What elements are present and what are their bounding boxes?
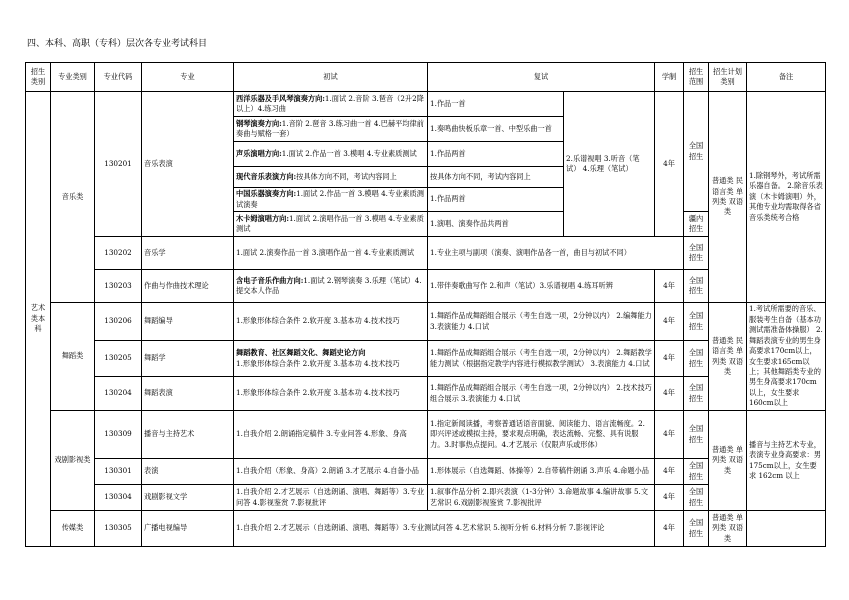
first-exam-cell: 1.自我介绍（形象、身高）2.朗诵 3.才艺展示 4.自备小品 bbox=[234, 459, 428, 485]
schooling-cell: 4年 bbox=[655, 377, 684, 411]
direction-label: 中国乐器演奏方向: bbox=[236, 189, 297, 199]
major-cell: 音乐表演 bbox=[142, 92, 234, 237]
re-exam-cell: 1.舞蹈作品成舞蹈组合展示（考生自选一项，2分钟以内） 2.舞蹈教学能力测试（根据指定教学内容进行模拟教学测试） 3.表演能力 4.口试 bbox=[428, 341, 655, 377]
re-exam-cell: 1.奏鸣曲快板乐章一首、中型乐曲一首 bbox=[428, 117, 564, 142]
table-row bbox=[26, 377, 826, 411]
exam-subjects-table bbox=[25, 62, 826, 547]
direction-label: 含电子音乐作曲方向: bbox=[236, 275, 304, 285]
code-cell: 130201 bbox=[95, 92, 142, 237]
schooling-cell: 4年 bbox=[655, 92, 684, 237]
scope-cell: 全国招生 bbox=[684, 511, 709, 547]
first-exam-cell: 1.自我介绍 2.才艺展示（自选朗诵、演唱、舞蹈等）3.专业问答 4.影视鉴赏 7.影视批评 bbox=[234, 485, 428, 511]
scope-cell: 全国招生 bbox=[684, 341, 709, 377]
major-cell: 作曲与作曲技术理论 bbox=[142, 270, 234, 303]
schooling-cell: 4年 bbox=[655, 270, 684, 303]
col-header-group: 专业类别 bbox=[51, 63, 95, 92]
first-exam-text: 1.面试 2.音阶 3.琶音（2升2降以上）4.练习曲 bbox=[236, 93, 424, 113]
category-cell: 艺术类本科 bbox=[26, 92, 51, 547]
table-row bbox=[26, 459, 826, 485]
col-header-scope: 招生范围 bbox=[684, 63, 709, 92]
first-exam-text: 1.面试 2.钢琴演奏 3.乐理（笔试）4.提交本人作品 bbox=[236, 275, 422, 295]
note-cell: 1.除钢琴外，考试所需乐器自备。 2.除音乐表演（木卡姆演唱）外，其他专业均需取得各省音乐类统考合格 bbox=[747, 92, 826, 303]
major-cell: 音乐学 bbox=[142, 237, 234, 270]
code-cell: 130202 bbox=[95, 237, 142, 270]
first-exam-cell bbox=[234, 142, 428, 167]
table-row bbox=[26, 303, 826, 341]
schooling-cell: 4年 bbox=[655, 341, 684, 377]
first-exam-cell: 1.面试 2.演奏作品一首 3.演唱作品一首 4.专业素质测试 bbox=[234, 237, 428, 270]
table-row bbox=[26, 341, 826, 377]
re-exam-cell: 1.专业主项与副项（演奏、演唱作品各一首，曲目与初试不同） bbox=[428, 237, 684, 270]
re-exam-cell: 1.作品一首 bbox=[428, 92, 564, 117]
scope-cell: 全国招生 bbox=[684, 377, 709, 411]
first-exam-cell bbox=[234, 341, 428, 377]
table-row bbox=[26, 411, 826, 459]
major-cell: 戏剧影视文学 bbox=[142, 485, 234, 511]
direction-label: 西洋乐器及手风琴演奏方向: bbox=[236, 93, 325, 103]
scope-cell: 疆内招生 bbox=[684, 212, 709, 237]
major-cell: 舞蹈学 bbox=[142, 341, 234, 377]
code-cell: 130204 bbox=[95, 377, 142, 411]
major-cell: 表演 bbox=[142, 459, 234, 485]
header-row bbox=[26, 63, 826, 92]
schooling-cell: 4年 bbox=[655, 303, 684, 341]
direction-label: 声乐演唱方向: bbox=[236, 148, 282, 158]
first-exam-cell bbox=[234, 188, 428, 212]
scope-cell: 全国招生 bbox=[684, 411, 709, 459]
code-cell: 130309 bbox=[95, 411, 142, 459]
scope-cell: 全国招生 bbox=[684, 459, 709, 485]
scope-cell: 全国招生 bbox=[684, 92, 709, 212]
group-cell-media: 传媒类 bbox=[51, 511, 95, 547]
re-exam-cell: 1.带伴奏歌曲写作 2.和声（笔试）3.乐谱视唱 4.练耳听辨 bbox=[428, 270, 655, 303]
major-cell: 播音与主持艺术 bbox=[142, 411, 234, 459]
major-cell: 舞蹈表演 bbox=[142, 377, 234, 411]
note-cell bbox=[747, 511, 826, 547]
note-cell: 1.考试所需要的音乐、服装考生自备（基本功测试需准备体操服） 2.舞蹈表演专业的男生身高要求170cm以上，女生要求165cm以上；其他舞蹈类专业的男生身高要求170cm以上，女生要求160cm以上 bbox=[747, 303, 826, 411]
code-cell: 130304 bbox=[95, 485, 142, 511]
scope-cell: 全国招生 bbox=[684, 237, 709, 270]
scope-cell: 全国招生 bbox=[684, 270, 709, 303]
col-header-schooling: 学制 bbox=[655, 63, 684, 92]
note-cell: 播音与主持艺术专业，表演专业身高要求：男 175cm以上，女生要求 162cm 以上 bbox=[747, 411, 826, 511]
code-cell: 130205 bbox=[95, 341, 142, 377]
plan-cell: 普通类 单列类 双语类 bbox=[709, 511, 747, 547]
page-heading: 四、本科、高职（专科）层次各专业考试科目 bbox=[27, 39, 208, 49]
first-exam-text: 1.面试 2.作品一首 3.模唱 4.专业素质测试 bbox=[281, 148, 417, 158]
col-header-re-exam: 复试 bbox=[428, 63, 655, 92]
direction-label: 现代音乐表演方向: bbox=[236, 171, 297, 181]
major-cell: 舞蹈编导 bbox=[142, 303, 234, 341]
first-exam-text: 1.面试 2.作品一首 3.模唱 4.专业素质测试演奏 bbox=[236, 189, 424, 209]
schooling-cell: 4年 bbox=[655, 511, 684, 547]
plan-cell: 普通类 单列类 双语类 bbox=[709, 411, 747, 511]
schooling-cell: 4年 bbox=[655, 485, 684, 511]
col-header-category: 招生类别 bbox=[26, 63, 51, 92]
group-cell-drama: 戏剧影视类 bbox=[51, 411, 95, 511]
direction-label: 木卡姆演唱方向: bbox=[236, 213, 289, 223]
re-exam-cell: 1.舞蹈作品成舞蹈组合展示（考生自选一项，2分钟以内） 2.技术技巧组合展示 3.表演能力 4.口试 bbox=[428, 377, 655, 411]
first-exam-text: 1.面试 2.演唱作品一首 3.模唱 4.专业素质测试 bbox=[236, 213, 424, 233]
group-cell-music: 音乐类 bbox=[51, 92, 95, 303]
col-header-plan: 招生计划类别 bbox=[709, 63, 747, 92]
table-row bbox=[26, 92, 826, 117]
plan-cell: 普通类 民语言类 单列类 双语类 bbox=[709, 92, 747, 303]
first-exam-cell: 1.自我介绍 2.才艺展示（自选朗诵、演唱、舞蹈等）3.专业测试问答 4.艺术常识 5.视听分析 6.材料分析 7.影视评论 bbox=[234, 511, 655, 547]
first-exam-text: 1.音阶 2.琶音 3.练习曲一首 4.巴赫平均律前奏曲与赋格一套） bbox=[236, 118, 424, 138]
direction-label: 舞蹈教育、社区舞蹈文化、舞蹈史论方向 bbox=[236, 348, 366, 358]
re-exam-cell: 1.指定新闻读播，考察普通话语音面貌、阅读能力、语言流畅度。2.即兴评述或模拟主持，要求观点明确，表达流畅、完整、具有说服力。3.时事热点提问。4.才艺展示（仅限声乐或形体） bbox=[428, 411, 655, 459]
code-cell: 130206 bbox=[95, 303, 142, 341]
first-exam-text: 按具体方向不同，考试内容同上 bbox=[296, 171, 397, 181]
table-row bbox=[26, 511, 826, 547]
code-cell: 130305 bbox=[95, 511, 142, 547]
first-exam-cell: 1.形象形体综合条件 2.软开度 3.基本功 4.技术技巧 bbox=[234, 303, 428, 341]
re-exam-cell: 1.形体展示（自选舞蹈、体操等）2.自带稿件朗诵 3.声乐 4.命题小品 bbox=[428, 459, 655, 485]
first-exam-cell bbox=[234, 270, 428, 303]
re-exam-cell: 1.叙事作品分析 2.即兴表演（1-3分钟）3.命题故事 4.编讲故事 5.文艺常识 6.戏剧影视鉴赏 7.影视批评 bbox=[428, 485, 655, 511]
first-exam-cell: 1.形象形体综合条件 2.软开度 3.基本功 4.技术技巧 bbox=[234, 377, 428, 411]
re-exam-common-cell: 2.乐谱视唱 3.听音（笔试） 4.乐理（笔试） bbox=[564, 92, 655, 237]
col-header-major: 专业 bbox=[142, 63, 234, 92]
plan-cell: 普通类 民语言类 单列类 双语类 bbox=[709, 303, 747, 411]
first-exam-cell bbox=[234, 167, 428, 188]
code-cell: 130301 bbox=[95, 459, 142, 485]
major-cell: 广播电视编导 bbox=[142, 511, 234, 547]
first-exam-cell bbox=[234, 117, 428, 142]
group-cell-dance: 舞蹈类 bbox=[51, 303, 95, 411]
first-exam-cell: 1.自我介绍 2.朗诵指定稿件 3.专业问答 4.形象、身高 bbox=[234, 411, 428, 459]
table-row bbox=[26, 485, 826, 511]
direction-label: 钢琴演奏方向: bbox=[236, 118, 282, 128]
re-exam-cell: 1.舞蹈作品成舞蹈组合展示（考生自选一项，2分钟以内） 2.编舞能力 3.表演能力 4.口试 bbox=[428, 303, 655, 341]
schooling-cell: 4年 bbox=[655, 459, 684, 485]
re-exam-cell: 1.作品两首 bbox=[428, 188, 564, 212]
table-row bbox=[26, 270, 826, 303]
first-exam-text: 1.形象形体综合条件 2.软开度 3.基本功 4.技术技巧 bbox=[236, 358, 400, 368]
code-cell: 130203 bbox=[95, 270, 142, 303]
re-exam-cell: 1.作品两首 bbox=[428, 142, 564, 167]
first-exam-cell bbox=[234, 212, 428, 237]
re-exam-cell: 1.演唱、演奏作品共两首 bbox=[428, 212, 564, 237]
scope-cell: 全国招生 bbox=[684, 303, 709, 341]
col-header-note: 备注 bbox=[747, 63, 826, 92]
col-header-code: 专业代码 bbox=[95, 63, 142, 92]
scope-cell: 全国招生 bbox=[684, 485, 709, 511]
schooling-cell: 4年 bbox=[655, 411, 684, 459]
re-exam-cell: 按具体方向不同，考试内容同上 bbox=[428, 167, 564, 188]
col-header-first-exam: 初试 bbox=[234, 63, 428, 92]
first-exam-cell bbox=[234, 92, 428, 117]
table-row bbox=[26, 237, 826, 270]
